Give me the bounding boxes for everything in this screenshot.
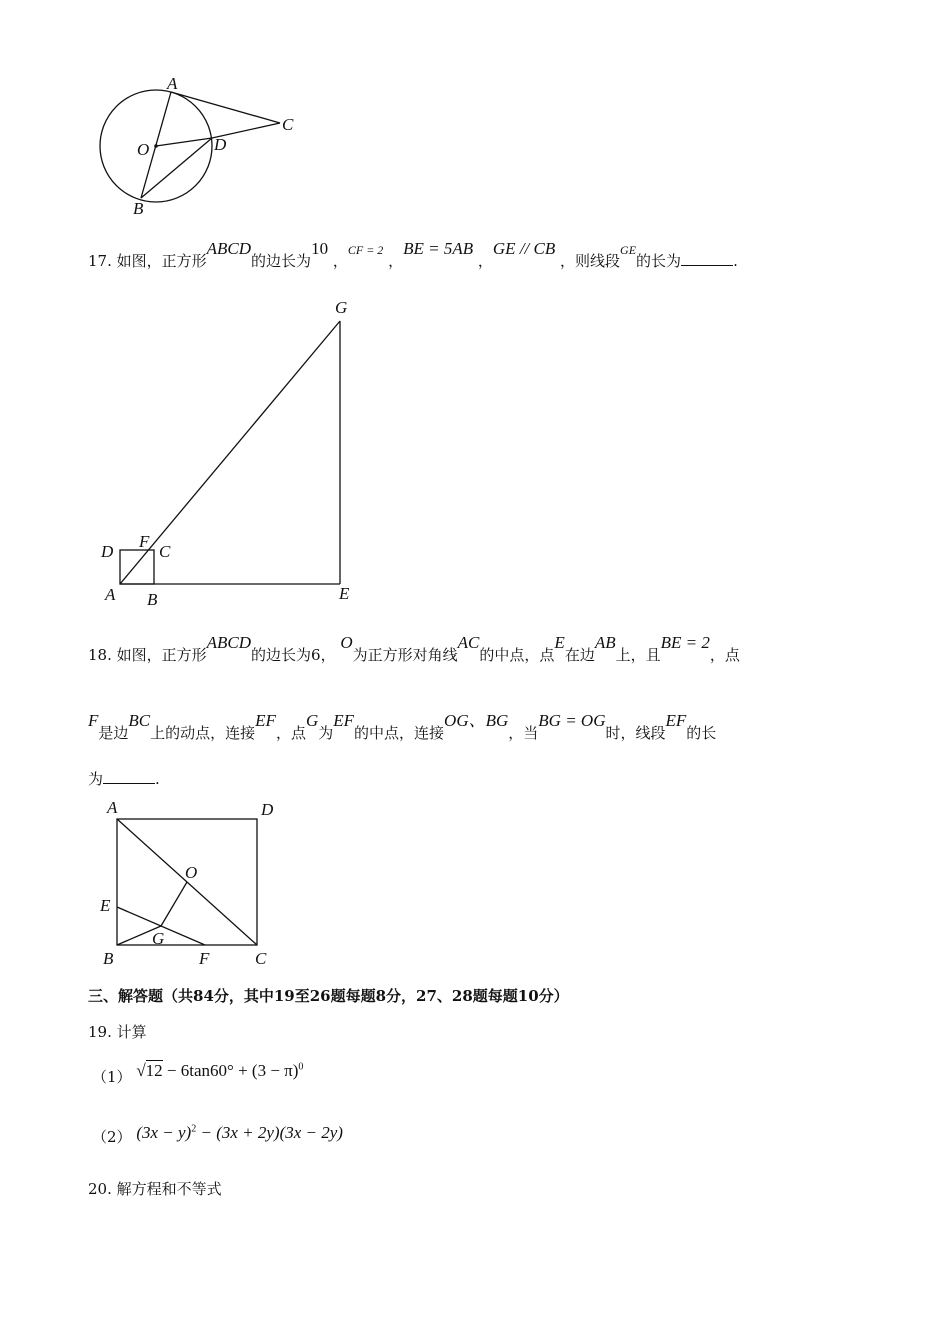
text: ，点 [275, 724, 306, 742]
math-ef: EF [255, 711, 276, 730]
label-f: F [139, 532, 150, 551]
label-c: C [159, 542, 171, 561]
formula-rest: − 6tan60° + (3 − π) [166, 1061, 299, 1080]
math-10: 10 [311, 239, 329, 258]
formula-2 [136, 1123, 343, 1142]
text: 如图，正方形 [116, 252, 207, 270]
figure-circle-tangent [90, 70, 330, 220]
math-abcd: ABCD [206, 239, 252, 258]
label-d: D [261, 800, 274, 819]
math-abcd: ABCD [206, 633, 252, 652]
segment-og [161, 882, 187, 926]
question-number: 20. [88, 1180, 112, 1198]
label-d: D [214, 135, 227, 154]
label-c: C [282, 115, 294, 134]
text: 的长为 [636, 252, 682, 270]
part-label: （2） [92, 1128, 132, 1146]
question-title: 解方程和不等式 [116, 1180, 222, 1198]
label-e: E [339, 584, 350, 603]
text: 是边 [98, 724, 129, 742]
text: . [733, 252, 738, 270]
question-20 [88, 1178, 222, 1199]
segment-ac [171, 92, 280, 123]
math-f: F [88, 711, 99, 730]
math-ac: AC [457, 633, 480, 652]
label-a: A [107, 798, 118, 817]
text: ， [477, 252, 493, 270]
math-e: E [554, 633, 565, 652]
radicand: 12 [145, 1061, 163, 1080]
text: 在边 [564, 646, 595, 664]
label-d: D [101, 542, 114, 561]
label-c: C [255, 949, 267, 968]
text: ， [332, 252, 348, 270]
formula-1: $√12 - 6\tan 60^\circ + (3 - \pi)^0$ [136, 1061, 304, 1080]
question-number: 17. [88, 252, 112, 270]
math-be: BE = 2 [660, 633, 710, 652]
label-g: G [152, 929, 165, 948]
exponent: 2 [191, 1123, 197, 1135]
math-g: G [305, 711, 319, 730]
exponent: 0 [298, 1061, 304, 1073]
math-ef: EF [333, 711, 355, 730]
label-o: O [185, 863, 198, 882]
label-b: B [147, 590, 158, 609]
label-b: B [133, 199, 144, 218]
text: 的中点，点 [479, 646, 555, 664]
text: 为 [88, 770, 104, 788]
question-17 [88, 239, 738, 271]
part-label: （1） [92, 1068, 132, 1086]
label-g: G [335, 298, 348, 317]
question-19 [88, 1021, 147, 1042]
text: ， [388, 252, 404, 270]
question-number: 18. [88, 646, 112, 664]
figure-square-triangle [95, 295, 365, 610]
question-18-line-1 [88, 633, 740, 665]
text: ，当 [508, 724, 539, 742]
math-og-bg: OG、BG [444, 711, 509, 730]
question-title: 计算 [116, 1023, 147, 1041]
math-ge-cb: GE // CB [492, 239, 556, 258]
text: . [155, 770, 160, 788]
question-19-part-2 [92, 1123, 343, 1147]
label-e: E [100, 896, 111, 915]
question-19-part-1 [92, 1061, 304, 1087]
question-18-line-3 [88, 768, 160, 789]
figure-square-diagonal [95, 798, 295, 973]
math-ge: GE [620, 243, 637, 257]
text: 的边长为 [251, 252, 312, 270]
center-point [154, 144, 158, 148]
label-o: O [137, 140, 150, 159]
text: 上的动点，连接 [150, 724, 256, 742]
segment-bd [141, 138, 212, 198]
text: ，则线段 [560, 252, 621, 270]
math-cf: CF = 2 [347, 243, 384, 257]
math-ef: EF [665, 711, 687, 730]
text: 为正方形对角线 [352, 646, 458, 664]
label-a: A [105, 585, 116, 604]
question-18-line-2 [88, 711, 717, 743]
math-o: O [340, 633, 353, 652]
section-heading: 三、解答题（共84分，其中19至26题每题8分，27、28题每题10分） [88, 987, 569, 1005]
formula-part-a: (3x − y) [136, 1123, 192, 1142]
text: ，点 [709, 646, 740, 664]
label-b: B [103, 949, 114, 968]
math-be: BE = 5AB [403, 239, 474, 258]
segment-ag [120, 321, 340, 584]
math-ab: AB [594, 633, 616, 652]
text: 如图，正方形 [116, 646, 207, 664]
label-a: A [167, 74, 178, 93]
text: 的中点，连接 [354, 724, 445, 742]
label-f: F [199, 949, 210, 968]
math-bg-og: BG = OG [538, 711, 606, 730]
answer-blank [681, 253, 733, 266]
text: 为 [318, 724, 334, 742]
formula-part-b: − (3x + 2y)(3x − 2y) [200, 1123, 343, 1142]
math-bc: BC [128, 711, 151, 730]
question-number: 19. [88, 1023, 112, 1041]
text: 的边长为6， [251, 646, 336, 664]
text: 上，且 [615, 646, 661, 664]
text: 的长 [686, 724, 717, 742]
answer-blank [103, 771, 155, 784]
text: 时，线段 [605, 724, 666, 742]
